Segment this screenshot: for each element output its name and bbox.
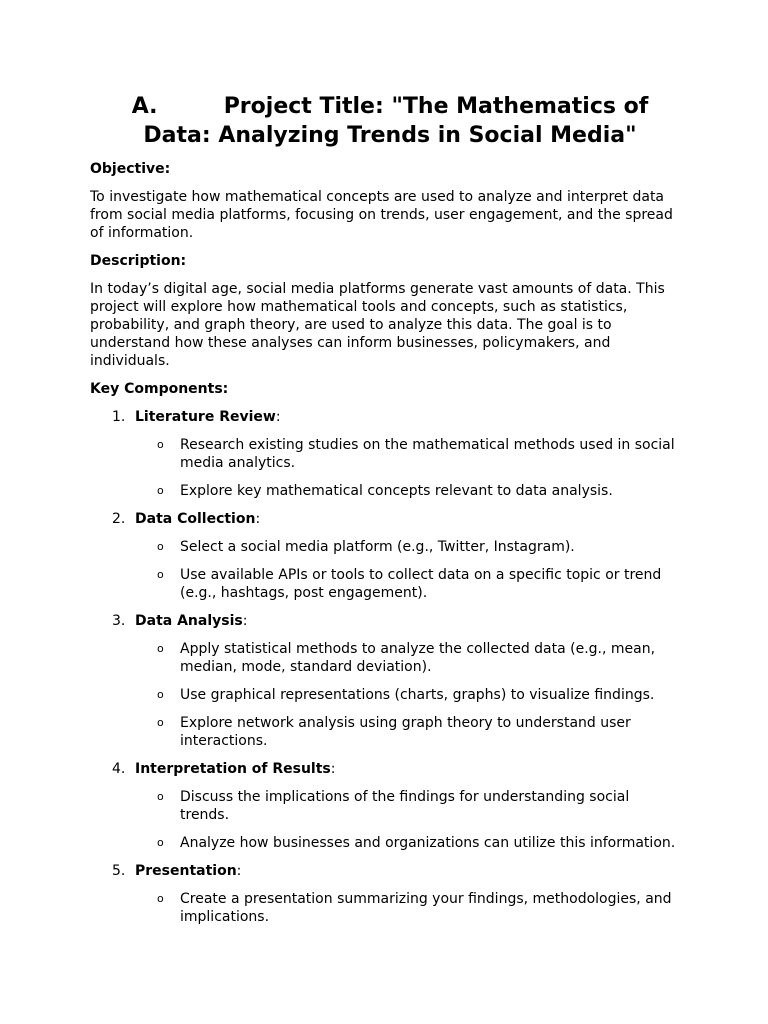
bullet-icon: o	[157, 790, 164, 803]
objective-text: To investigate how mathematical concepts are used to analyze and interpret data from social media platforms, focusing on trends, user engagement, and the spread of information.	[90, 189, 673, 241]
bullet-icon: o	[157, 688, 164, 701]
component-item	[90, 510, 680, 528]
description-heading: Description:	[90, 253, 187, 269]
bullet-text: Apply statistical methods to analyze the collected data (e.g., mean, median, mode, standard deviation).	[180, 641, 656, 675]
component-number: 4.	[112, 761, 126, 777]
list-item	[90, 482, 680, 500]
bullet-icon: o	[157, 892, 164, 905]
list-item	[90, 538, 680, 556]
list-item	[90, 714, 680, 750]
list-item	[90, 686, 680, 704]
component-item	[90, 408, 680, 426]
bullet-icon: o	[157, 642, 164, 655]
component-label: Presentation	[135, 863, 237, 879]
component-colon: :	[236, 863, 242, 879]
component-item	[90, 612, 680, 630]
bullet-icon: o	[157, 716, 164, 729]
project-title	[90, 92, 690, 150]
component-colon: :	[275, 409, 281, 425]
key-components-heading: Key Components:	[90, 381, 229, 397]
component-label: Interpretation of Results	[135, 761, 331, 777]
component-label: Literature Review	[135, 409, 276, 425]
bullet-text: Explore network analysis using graph theory to understand user interactions.	[180, 715, 631, 749]
bullet-icon: o	[157, 836, 164, 849]
list-item	[90, 890, 680, 926]
bullet-icon: o	[157, 540, 164, 553]
component-number: 2.	[112, 511, 126, 527]
component-number: 5.	[112, 863, 126, 879]
list-item	[90, 566, 680, 602]
bullet-text: Analyze how businesses and organizations can utilize this information.	[180, 835, 676, 851]
title-line-1: Project Title: "The Mathematics of	[223, 94, 649, 119]
component-number: 3.	[112, 613, 126, 629]
bullet-icon: o	[157, 568, 164, 581]
bullet-text: Use available APIs or tools to collect data on a specific topic or trend (e.g., hashtags, post engagement).	[180, 567, 662, 601]
component-item	[90, 862, 680, 880]
component-item	[90, 760, 680, 778]
objective-heading: Objective:	[90, 161, 171, 177]
bullet-icon: o	[157, 484, 164, 497]
component-colon: :	[242, 613, 248, 629]
bullet-text: Use graphical representations (charts, graphs) to visualize findings.	[180, 687, 655, 703]
list-item	[90, 436, 680, 472]
description-text: In today’s digital age, social media platforms generate vast amounts of data. This project will explore how mathematical tools and concepts, such as statistics, probability, and graph theory, are used to analyze this data. The goal is to understand how these analyses can inform businesses, policymakers, and individuals.	[90, 281, 665, 369]
bullet-icon: o	[157, 438, 164, 451]
component-colon: :	[255, 511, 261, 527]
component-colon: :	[330, 761, 336, 777]
bullet-text: Select a social media platform (e.g., Twitter, Instagram).	[180, 539, 575, 555]
list-item	[90, 788, 680, 824]
bullet-text: Research existing studies on the mathematical methods used in social media analytics.	[180, 437, 675, 471]
document-body	[90, 160, 680, 936]
component-number: 1.	[112, 409, 126, 425]
bullet-text: Create a presentation summarizing your findings, methodologies, and implications.	[180, 891, 672, 925]
list-item	[90, 834, 680, 852]
component-label: Data Analysis	[135, 613, 243, 629]
section-letter: A.	[131, 94, 158, 119]
bullet-text: Discuss the implications of the findings for understanding social trends.	[180, 789, 630, 823]
bullet-text: Explore key mathematical concepts relevant to data analysis.	[180, 483, 613, 499]
list-item	[90, 640, 680, 676]
title-line-2: Data: Analyzing Trends in Social Media"	[143, 123, 637, 148]
component-label: Data Collection	[135, 511, 256, 527]
